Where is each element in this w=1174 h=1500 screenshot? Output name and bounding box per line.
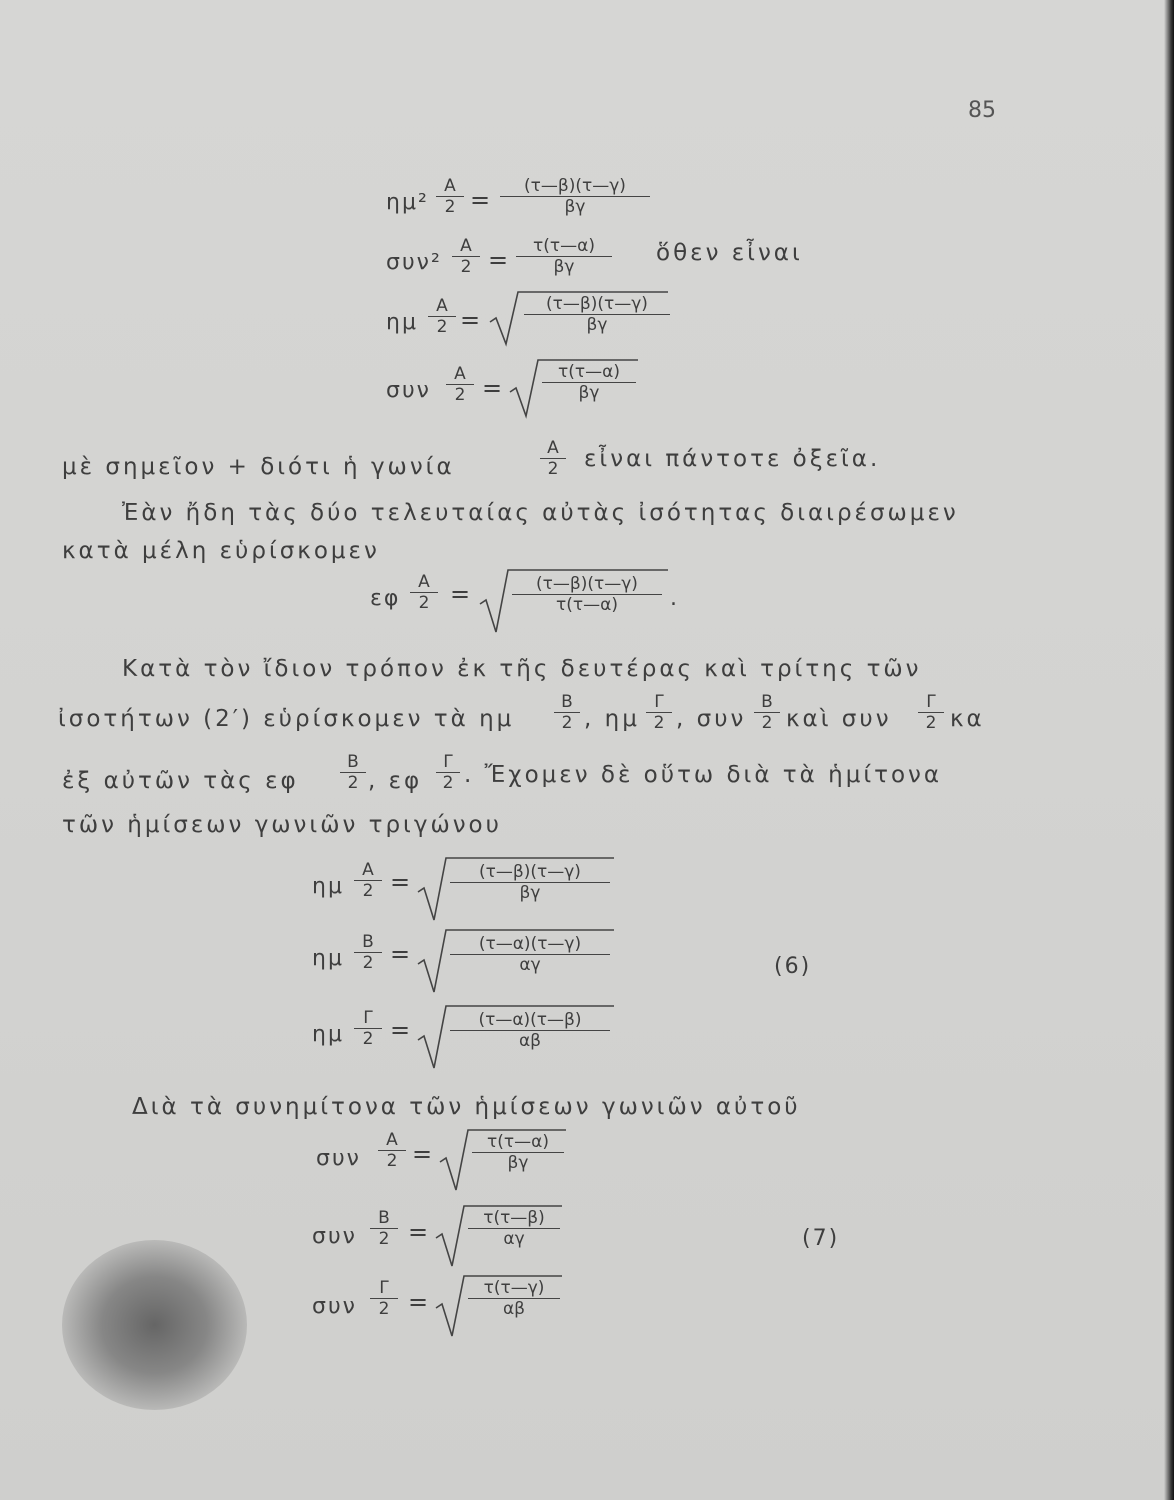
fn-label: ημ (312, 874, 344, 899)
half-angle: $\frac{A}{2}$ (452, 236, 480, 277)
equation-number: (6) (774, 954, 812, 979)
half-angle: $\frac{\Gamma}{2}$ (918, 692, 944, 733)
equals-sign: = (412, 1140, 433, 1168)
ink-stain (62, 1240, 247, 1410)
half-angle: $\frac{\Gamma}{2}$ (370, 1278, 398, 1319)
half-angle: $\frac{B}{2}$ (354, 932, 382, 973)
rhs-fraction: $\frac{(\tau—\beta)(\tau—\gamma)}{\beta\gamma}$ (450, 862, 610, 903)
text-run: καὶ συν (786, 706, 892, 732)
half-angle: $\frac{\Gamma}{2}$ (436, 752, 460, 793)
half-angle: $\frac{A}{2}$ (410, 572, 438, 613)
sentence-text: μὲ σημεῖον + διότι ἡ γωνία (62, 454, 455, 480)
half-angle: $\frac{A}{2}$ (540, 438, 566, 479)
text-run: , ημ (584, 706, 640, 732)
rhs-fraction: $\frac{(\tau—\beta)(\tau—\gamma)}{\beta\gamma}$ (524, 294, 670, 335)
rhs-fraction: $\frac{\tau(\tau—\beta)}{\alpha\gamma}$ (468, 1208, 560, 1249)
rhs-fraction: $\frac{(\tau—\alpha)(\tau—\gamma)}{\alpha\gamma}$ (450, 934, 610, 975)
rhs-fraction: $\frac{\tau(\tau—\alpha)}{\beta\gamma}$ (516, 236, 612, 277)
paragraph-line: τῶν ἡμίσεων γωνιῶν τριγώνου (62, 812, 502, 838)
half-angle: $\frac{A}{2}$ (428, 296, 456, 337)
fn-label: συν (312, 1224, 357, 1249)
rhs-fraction: $\frac{\tau(\tau—\alpha)}{\beta\gamma}$ (472, 1132, 564, 1173)
equals-sign: = (390, 1016, 411, 1044)
half-angle: $\frac{A}{2}$ (446, 364, 474, 405)
equals-sign: = (460, 306, 481, 334)
rhs-fraction: $\frac{(\tau—\beta)(\tau—\gamma)}{\beta\gamma}$ (500, 176, 650, 217)
equals-sign: = (470, 186, 491, 214)
text-run: ἐξ αὐτῶν τὰς εφ (62, 768, 299, 794)
rhs-fraction: $\frac{\tau(\tau—\gamma)}{\alpha\beta}$ (468, 1278, 560, 1319)
text-run: κα (950, 706, 985, 732)
half-angle: $\frac{A}{2}$ (436, 176, 464, 217)
paragraph-line: Ἐὰν ἤδη τὰς δύο τελευταίας αὐτὰς ἰσότητας διαιρέσωμεν (122, 500, 959, 526)
paragraph-line: Διὰ τὰ συνημίτονα τῶν ἡμίσεων γωνιῶν αὐτοῦ (132, 1094, 801, 1120)
paragraph-line: κατὰ μέλη εὑρίσκομεν (62, 538, 380, 564)
equals-sign: = (482, 374, 503, 402)
fn-label: εφ (370, 586, 401, 611)
rhs-fraction: $\frac{\tau(\tau—\alpha)}{\beta\gamma}$ (542, 362, 636, 403)
fn-label: συν (312, 1294, 357, 1319)
period: . (670, 586, 679, 611)
page-edge-shadow (1164, 0, 1174, 1500)
half-angle: $\frac{B}{2}$ (370, 1208, 398, 1249)
equals-sign: = (390, 868, 411, 896)
text-run: , εφ (368, 768, 423, 794)
sentence-text: εἶναι πάντοτε ὀξεῖα. (584, 446, 881, 472)
fn-label: ημ² (386, 190, 429, 215)
paragraph-line: Κατὰ τὸν ἴδιον τρόπον ἐκ τῆς δευτέρας καὶ τρίτης τῶν (122, 656, 922, 682)
half-angle: $\frac{\Gamma}{2}$ (354, 1008, 382, 1049)
equation-number: (7) (802, 1226, 840, 1251)
page-number: 85 (968, 98, 996, 123)
half-angle: $\frac{B}{2}$ (340, 752, 366, 793)
half-angle: $\frac{B}{2}$ (554, 692, 580, 733)
text-run: ἰσοτήτων (2′) εὑρίσκομεν τὰ ημ (58, 706, 515, 732)
fn-label: συν (316, 1146, 361, 1171)
fn-label: ημ (386, 310, 418, 335)
half-angle: $\frac{A}{2}$ (378, 1130, 406, 1171)
text-run: , συν (676, 706, 747, 732)
fn-label: συν (386, 378, 431, 403)
fn-label: συν² (386, 250, 442, 275)
fn-label: ημ (312, 946, 344, 971)
equals-sign: = (390, 940, 411, 968)
equals-sign: = (408, 1218, 429, 1246)
half-angle: $\frac{A}{2}$ (354, 860, 382, 901)
text-run: . Ἔχομεν δὲ οὕτω διὰ τὰ ἡμίτονα (464, 762, 943, 788)
half-angle: $\frac{B}{2}$ (754, 692, 780, 733)
fn-label: ημ (312, 1022, 344, 1047)
text-hence: ὅθεν εἶναι (656, 240, 803, 266)
equals-sign: = (408, 1288, 429, 1316)
equals-sign: = (488, 246, 509, 274)
rhs-fraction: $\frac{(\tau—\alpha)(\tau—\beta)}{\alpha\beta}$ (450, 1010, 610, 1051)
equals-sign: = (450, 580, 471, 608)
rhs-fraction: $\frac{(\tau—\beta)(\tau—\gamma)}{\tau(\tau—\alpha)}$ (512, 574, 662, 615)
half-angle: $\frac{\Gamma}{2}$ (646, 692, 672, 733)
